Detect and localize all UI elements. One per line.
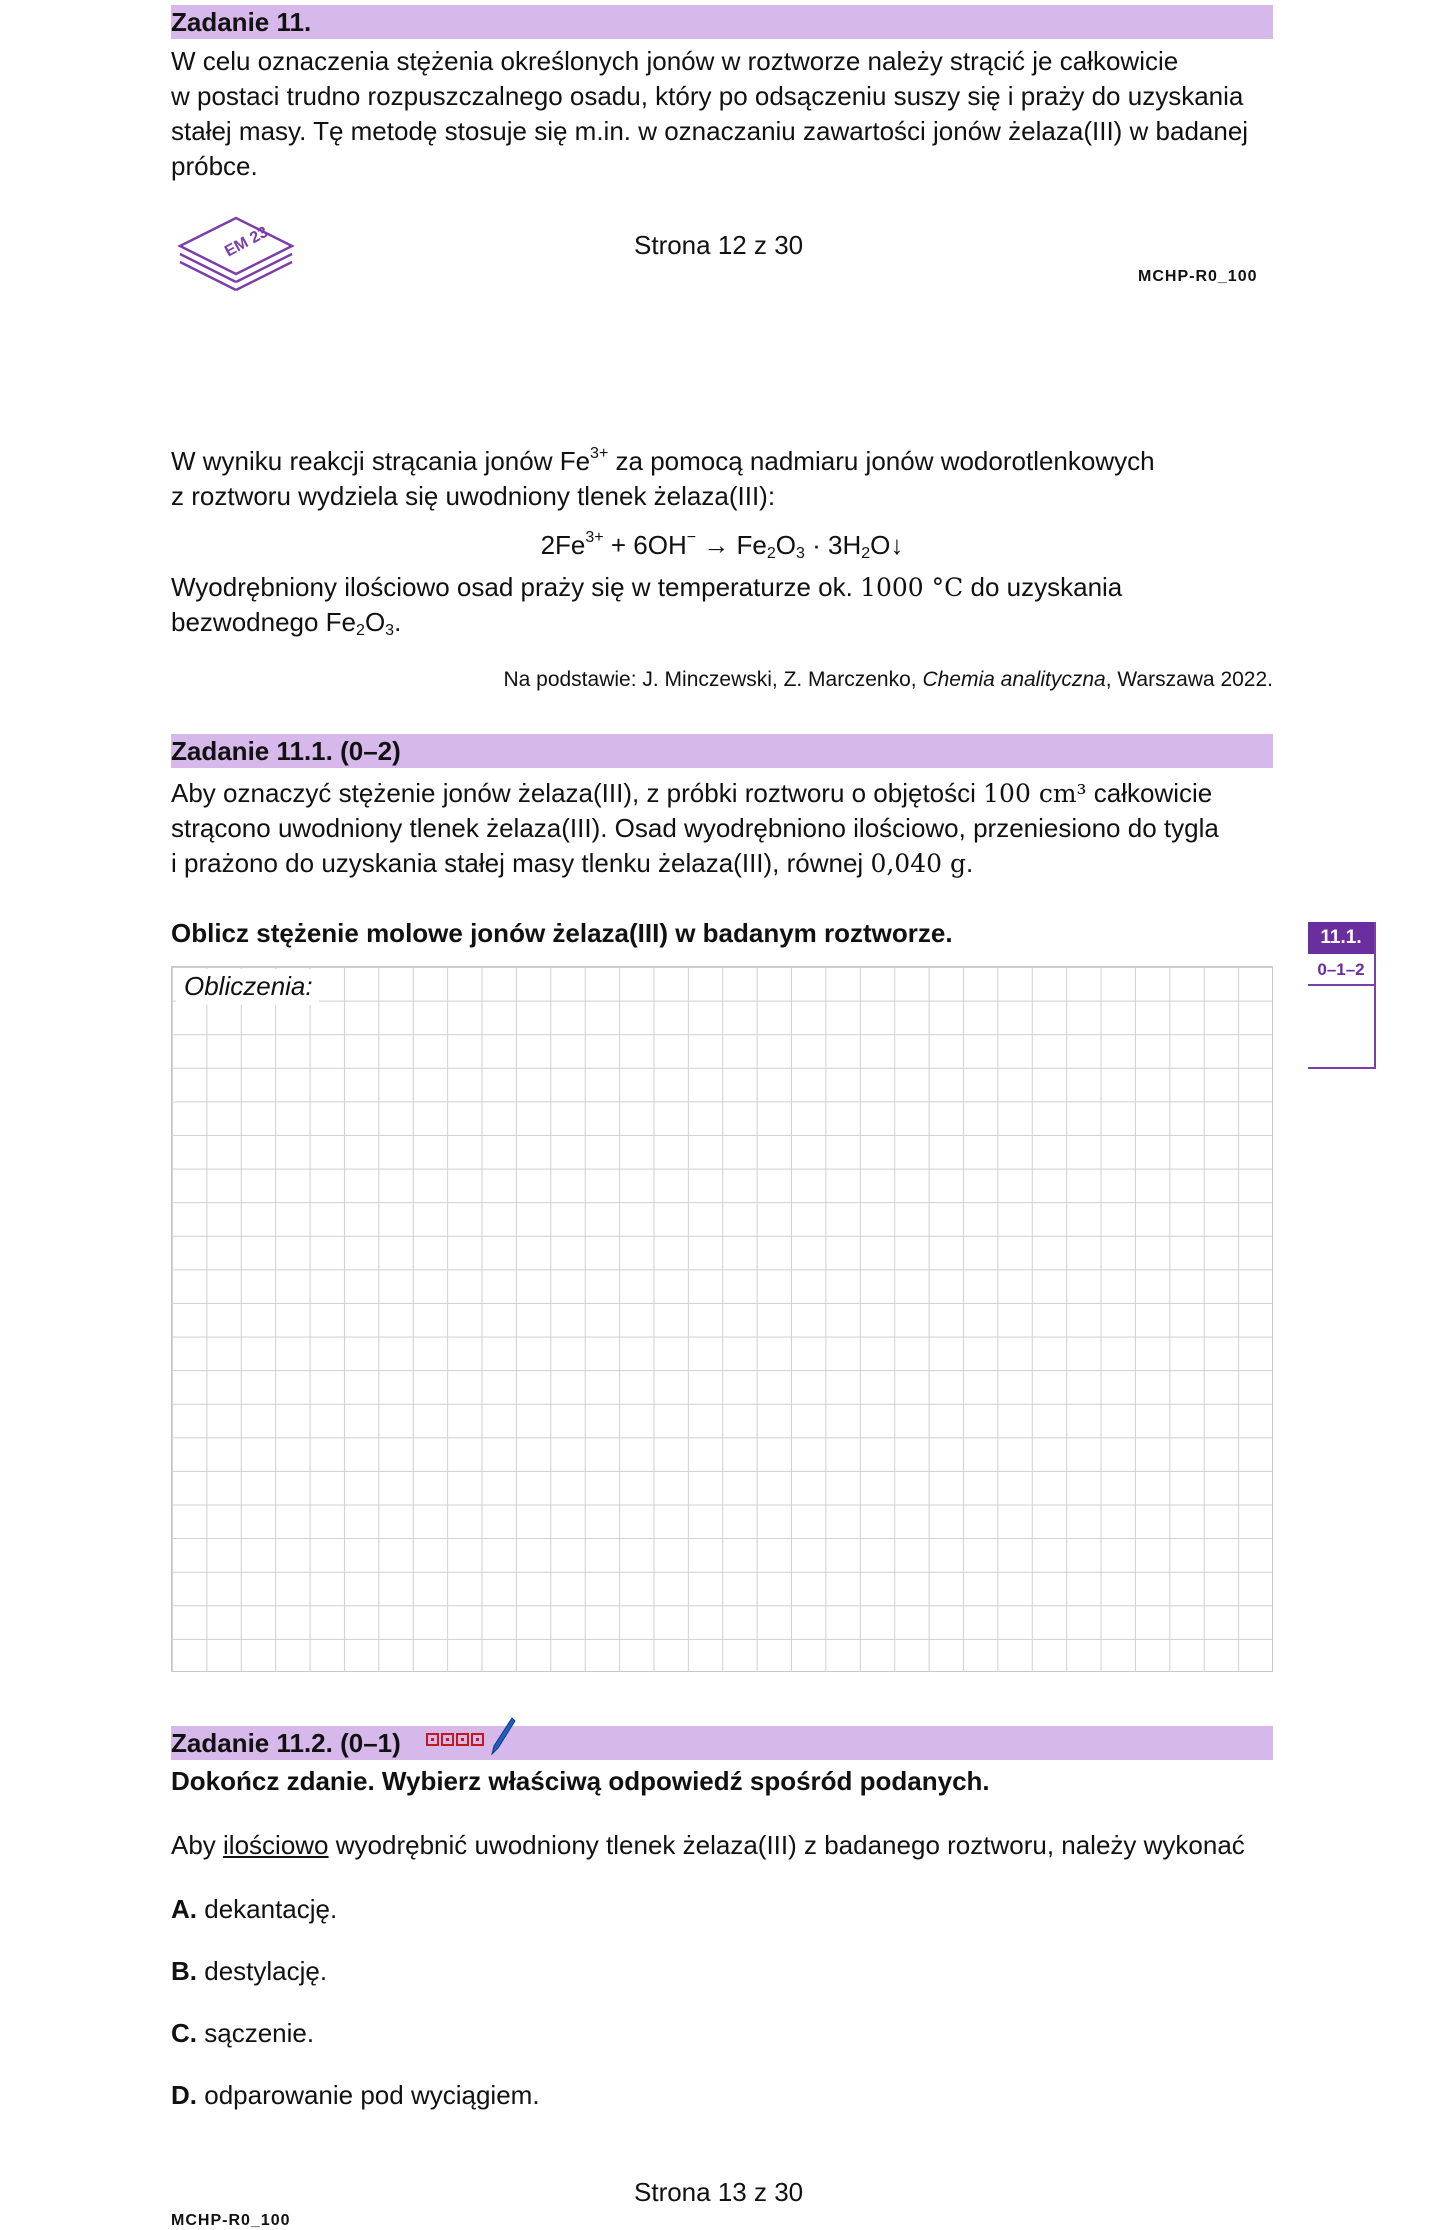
calc-line-e: . bbox=[394, 607, 402, 637]
source-title: Chemia analityczna bbox=[922, 668, 1106, 691]
task-11-1-title: Zadanie 11.1. (0–2) bbox=[171, 736, 401, 766]
score-box-11-1 bbox=[1308, 922, 1376, 1069]
t111-line1-a: Aby oznaczyć stężenie jonów żelaza(III), z próbki roztworu o objętości bbox=[171, 778, 984, 808]
option-d[interactable] bbox=[171, 2080, 540, 2110]
page-12-code: MCHP-R0_100 bbox=[1138, 268, 1258, 285]
task-11-1-header bbox=[171, 734, 1273, 768]
task-11-2-title: Zadanie 11.2. (0–1) bbox=[171, 1728, 401, 1758]
intro-line-4: próbce. bbox=[171, 151, 258, 181]
sub: 3 bbox=[385, 622, 395, 639]
calc-line-a: Wyodrębniony ilościowo osad praży się w temperaturze ok. bbox=[171, 572, 861, 602]
task-11-header bbox=[171, 5, 1273, 39]
option-text: odparowanie pod wyciągiem. bbox=[204, 2080, 540, 2110]
source-b: , Warszawa 2022. bbox=[1105, 668, 1273, 691]
square-icon bbox=[471, 1733, 484, 1746]
t111-line2: strącono uwodniony tlenek żelaza(III). Osad wyodrębniono ilościowo, przeniesiono do tygla bbox=[171, 813, 1219, 843]
eq-sub: 2 bbox=[766, 545, 776, 562]
option-text: sączenie. bbox=[204, 2018, 315, 2048]
score-task-number: 11.1. bbox=[1308, 922, 1374, 954]
source-citation bbox=[171, 668, 1273, 692]
option-text: dekantację. bbox=[204, 1894, 338, 1924]
page-13-number: Strona 13 z 30 bbox=[634, 2177, 804, 2207]
intro-line-3: stałej masy. Tę metodę stosuje się m.in. w oznaczaniu zawartości jonów żelaza(III) w badanej bbox=[171, 116, 1249, 146]
task-11-1-instruction: Oblicz stężenie molowe jonów żelaza(III) w badanym roztworze. bbox=[171, 918, 953, 948]
logo-text: EM 23 bbox=[222, 223, 271, 261]
page-12-number: Strona 12 z 30 bbox=[634, 230, 804, 260]
task-11-1-body bbox=[171, 776, 1281, 881]
eq-part: + 6OH bbox=[603, 530, 687, 560]
temperature-value: 1000 °C bbox=[860, 573, 964, 602]
page-13-code: MCHP-R0_100 bbox=[171, 2212, 291, 2229]
option-b[interactable] bbox=[171, 1956, 327, 1986]
stem-b: wyodrębnić uwodniony tlenek żelaza(III) z badanego roztworu, należy wykonać bbox=[328, 1830, 1245, 1860]
reaction-equation bbox=[171, 530, 1273, 561]
square-icon bbox=[426, 1733, 439, 1746]
option-text: destylację. bbox=[204, 1956, 328, 1986]
reaction-description bbox=[171, 444, 1281, 514]
task-11-2-instruction: Dokończ zdanie. Wybierz właściwą odpowiedź spośród podanych. bbox=[171, 1766, 990, 1796]
eq-sup: − bbox=[686, 529, 697, 546]
intro-line-1: W celu oznaczenia stężenia określonych jonów w roztworze należy strącić je całkowicie bbox=[171, 46, 1179, 76]
calc-line-d: O bbox=[364, 607, 386, 637]
t111-line3-a: i prażono do uzyskania stałej masy tlenku żelaza(III), równej bbox=[171, 848, 871, 878]
sub: 2 bbox=[356, 622, 365, 639]
t111-line3-b: . bbox=[965, 848, 974, 878]
option-c[interactable] bbox=[171, 2018, 314, 2048]
volume-value: 100 cm³ bbox=[983, 779, 1087, 808]
eq-sub: 3 bbox=[796, 545, 805, 562]
accessibility-icons bbox=[426, 1733, 486, 1751]
pen-icon bbox=[488, 1716, 516, 1761]
eq-part: O bbox=[775, 530, 797, 560]
eq-part: O↓ bbox=[870, 530, 904, 560]
option-a[interactable] bbox=[171, 1894, 337, 1924]
t111-line1-b: całkowicie bbox=[1086, 778, 1213, 808]
stem-underlined: ilościowo bbox=[223, 1830, 329, 1860]
calculation-grid[interactable] bbox=[171, 966, 1273, 1672]
option-letter: B. bbox=[171, 1956, 197, 1986]
task-11-2-stem bbox=[171, 1830, 1245, 1861]
reaction-line1-b: za pomocą nadmiaru jonów wodorotlenkowych bbox=[608, 446, 1155, 476]
eq-sub: 2 bbox=[861, 545, 871, 562]
exam-logo bbox=[176, 216, 296, 276]
logo-icon bbox=[176, 216, 296, 276]
option-letter: A. bbox=[171, 1894, 197, 1924]
square-icon bbox=[441, 1733, 454, 1746]
task-11-title: Zadanie 11. bbox=[171, 7, 312, 37]
reaction-line2: z roztworu wydziela się uwodniony tlenek żelaza(III): bbox=[171, 481, 776, 511]
task-11-intro bbox=[171, 44, 1281, 184]
eq-part: → Fe bbox=[696, 530, 767, 560]
fe-charge: 3+ bbox=[590, 445, 609, 462]
calc-line-c: bezwodnego Fe bbox=[171, 607, 357, 637]
intro-line-2: w postaci trudno rozpuszczalnego osadu, który po odsączeniu suszy się i praży do uzyskania bbox=[171, 81, 1244, 111]
square-icon bbox=[456, 1733, 469, 1746]
mass-value: 0,040 g bbox=[870, 849, 966, 878]
calc-line-b: do uzyskania bbox=[963, 572, 1123, 602]
score-range: 0–1–2 bbox=[1308, 956, 1374, 986]
option-letter: D. bbox=[171, 2080, 197, 2110]
option-letter: C. bbox=[171, 2018, 197, 2048]
eq-part: · 3H bbox=[804, 530, 862, 560]
reaction-line1-a: W wyniku reakcji strącania jonów Fe bbox=[171, 446, 591, 476]
calculation-label: Obliczenia: bbox=[176, 969, 319, 1005]
source-a: Na podstawie: J. Minczewski, Z. Marczenko, bbox=[503, 668, 923, 691]
task-11-2-header bbox=[171, 1726, 1273, 1760]
eq-part: 2Fe bbox=[540, 530, 586, 560]
calcination-info bbox=[171, 570, 1281, 640]
eq-sup: 3+ bbox=[585, 529, 604, 546]
stem-a: Aby bbox=[171, 1830, 224, 1860]
